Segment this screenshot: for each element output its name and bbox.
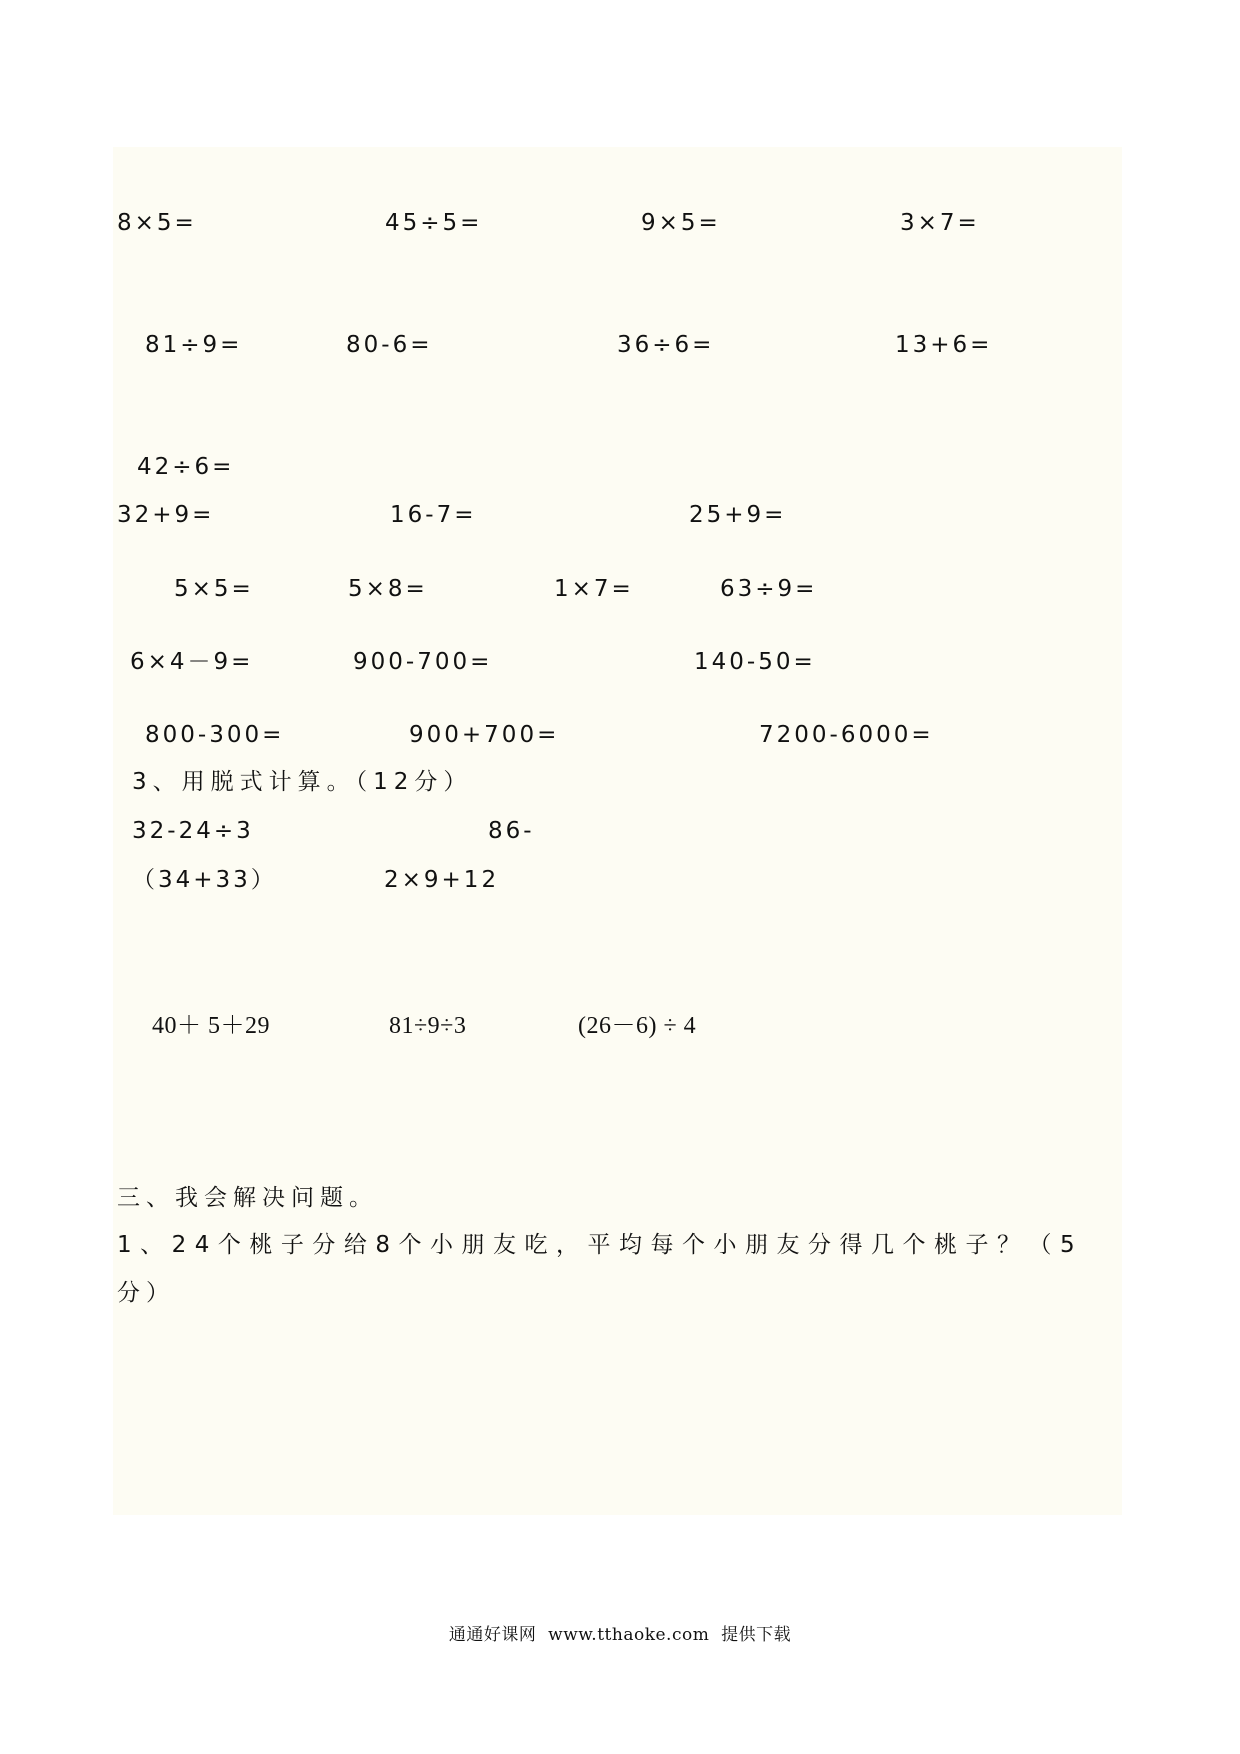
problem-16minus7: 16-7= xyxy=(390,502,477,528)
problem-32plus9: 32+9= xyxy=(117,502,215,528)
expression-26minus6div4: (26－6) ÷ 4 xyxy=(578,1013,697,1039)
problem-25plus9: 25+9= xyxy=(689,502,787,528)
problem-6x4minus9: 6×4－9= xyxy=(130,649,254,675)
part-3-heading: 三、我会解决问题。 xyxy=(117,1185,378,1211)
problem-13plus6: 13+6= xyxy=(895,332,993,358)
expression-2x9plus12: 2×9+12 xyxy=(384,867,500,893)
problem-45div5: 45÷5= xyxy=(385,210,483,236)
problem-900plus700: 900+700= xyxy=(409,722,560,748)
problem-80minus6: 80-6= xyxy=(346,332,433,358)
expression-86minus: 86- xyxy=(488,818,535,844)
expression-32minus24div3: 32-24÷3 xyxy=(132,818,254,844)
problem-81div9: 81÷9= xyxy=(145,332,243,358)
problem-42div6: 42÷6= xyxy=(137,454,235,480)
problem-5x5: 5×5= xyxy=(174,576,254,602)
section-3-heading: 3、用脱式计算。（12分） xyxy=(132,769,473,795)
footer-text: 通通好课网 www.tthaoke.com 提供下载 xyxy=(448,1625,792,1645)
problem-3x7: 3×7= xyxy=(900,210,980,236)
question-1-line-2: 分） xyxy=(117,1280,175,1306)
problem-900minus700: 900-700= xyxy=(353,649,493,675)
problem-36div6: 36÷6= xyxy=(617,332,715,358)
expression-34plus33: （34+33） xyxy=(132,867,277,893)
question-1-line-1: 1、24个桃子分给8个小朋友吃，平均每个小朋友分得几个桃子？（5 xyxy=(117,1232,1084,1258)
problem-9x5: 9×5= xyxy=(641,210,721,236)
problem-1x7: 1×7= xyxy=(554,576,634,602)
expression-40plus5plus29: 40＋ 5＋29 xyxy=(152,1013,270,1039)
problem-800minus300: 800-300= xyxy=(145,722,285,748)
problem-7200minus6000: 7200-6000= xyxy=(759,722,934,748)
problem-5x8: 5×8= xyxy=(348,576,428,602)
problem-8x5: 8×5= xyxy=(117,210,197,236)
problem-140minus50: 140-50= xyxy=(694,649,816,675)
problem-63div9: 63÷9= xyxy=(720,576,818,602)
expression-81div9div3: 81÷9÷3 xyxy=(389,1013,467,1039)
